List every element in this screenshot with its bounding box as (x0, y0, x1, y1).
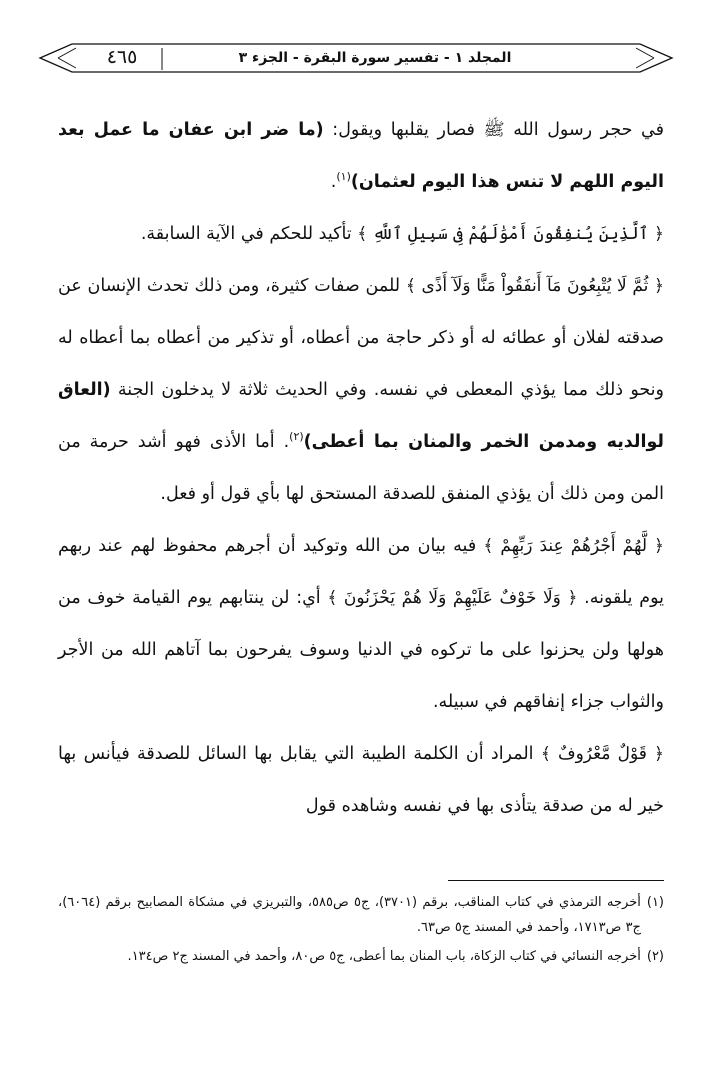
text-segment: تأكيد للحكم في الآية السابقة. (140, 224, 358, 244)
hadith-quote: (ما ضر ابن عفان ما عمل بعد اليوم اللهم لا تنس هذا اليوم لعثمان) (58, 120, 664, 192)
footnote-separator (448, 880, 664, 881)
quran-verse: ﴿ قَوْلٌ مَّعْرُوفٌ ﴾ (540, 744, 664, 764)
footnote-text: أخرجه الترمذي في كتاب المناقب، برقم (٣٧٠١)، ج٥ ص٥٨٥، والتبريزي في مشكاة المصابيح برقم (٦٠٦٤)، ج٣ ص١٧١٣، وأحمد في المسند ج٥ ص٦٣. (58, 895, 641, 935)
paragraph-hadith-uthman (58, 104, 664, 208)
footnote-ref-2[interactable]: (٢) (289, 430, 304, 444)
text-segment: أي: لن ينتابهم يوم القيامة خوف من هولها ولن يحزنوا على ما تركوه في الدنيا وسوف يفرحون بما آتاهم الله من الأجر والثواب جزاء إنفاقهم في سبيله. (58, 588, 664, 712)
page-number: ٤٦٥ (106, 46, 138, 68)
quran-verse: ﴿ ٱلَّذِينَ يُنفِقُونَ أَمْوَٰلَهُمْ فِى سَبِيلِ ٱللَّهِ ﴾ (357, 224, 664, 244)
paragraph-verse-mann (58, 260, 664, 520)
text-segment: فيه بيان من الله وتوكيد أن أجرهم محفوظ لهم عند ربهم يوم يلقونه. (58, 536, 664, 608)
text-segment: في حجر رسول الله ﷺ فصار يقلبها ويقول: (323, 120, 665, 140)
paragraph-verse-spending (58, 208, 664, 260)
main-text (58, 104, 664, 832)
text-segment: للمن صفات كثيرة، ومن ذلك تحدث الإنسان عن صدقته لفلان أو عطائه له أو ذكر حاجة من أعطاه، أو تذكير من أعطاه بما أعطاه له ونحو ذلك مما يؤذي المعطى في نفسه. وفي الحديث ثلاثة لا يدخلون الجنة (58, 276, 664, 400)
footnote-number: (١) (646, 895, 664, 910)
text-segment: . (330, 172, 337, 192)
paragraph-verse-kind-word (58, 728, 664, 832)
footnote-text: أخرجه النسائي في كتاب الزكاة، باب المنان بما أعطى، ج٥ ص٨٠، وأحمد في المسند ج٢ ص١٣٤. (127, 949, 641, 964)
text-segment: . أما الأذى فهو أشد حرمة من المن ومن ذلك أن يؤذي المنفق للصدقة المستحق لها بأي قول أو فعل. (58, 432, 664, 504)
running-header-title: المجلد ١ - تفسير سورة البقرة - الجزء ٣ (238, 50, 512, 66)
quran-verse: ﴿ لَّهُمْ أَجْرُهُمْ عِندَ رَبِّهِمْ ﴾ (483, 536, 664, 556)
footnote-2 (58, 944, 664, 969)
footnote-ref-1[interactable]: (١) (336, 170, 351, 184)
paragraph-verse-reward (58, 520, 664, 728)
text-segment: المراد أن الكلمة الطيبة التي يقابل بها السائل للصدقة فيأنس بها خير له من صدقة يتأذى بها في نفسه وشاهده قول (58, 744, 664, 816)
footnote-number: (٢) (646, 949, 664, 964)
footnote-1 (58, 890, 664, 940)
footnotes (58, 890, 664, 973)
quran-verse: ﴿ وَلَا خَوْفٌ عَلَيْهِمْ وَلَا هُمْ يَحْزَنُونَ ﴾ (327, 588, 578, 608)
quran-verse: ﴿ ثُمَّ لَا يُتْبِعُونَ مَآ أَنفَقُواْ مَنًّا وَلَآ أَذًى ﴾ (405, 276, 664, 296)
hadith-quote: (العاق لوالديه ومدمن الخمر والمنان بما أعطى) (58, 380, 664, 452)
